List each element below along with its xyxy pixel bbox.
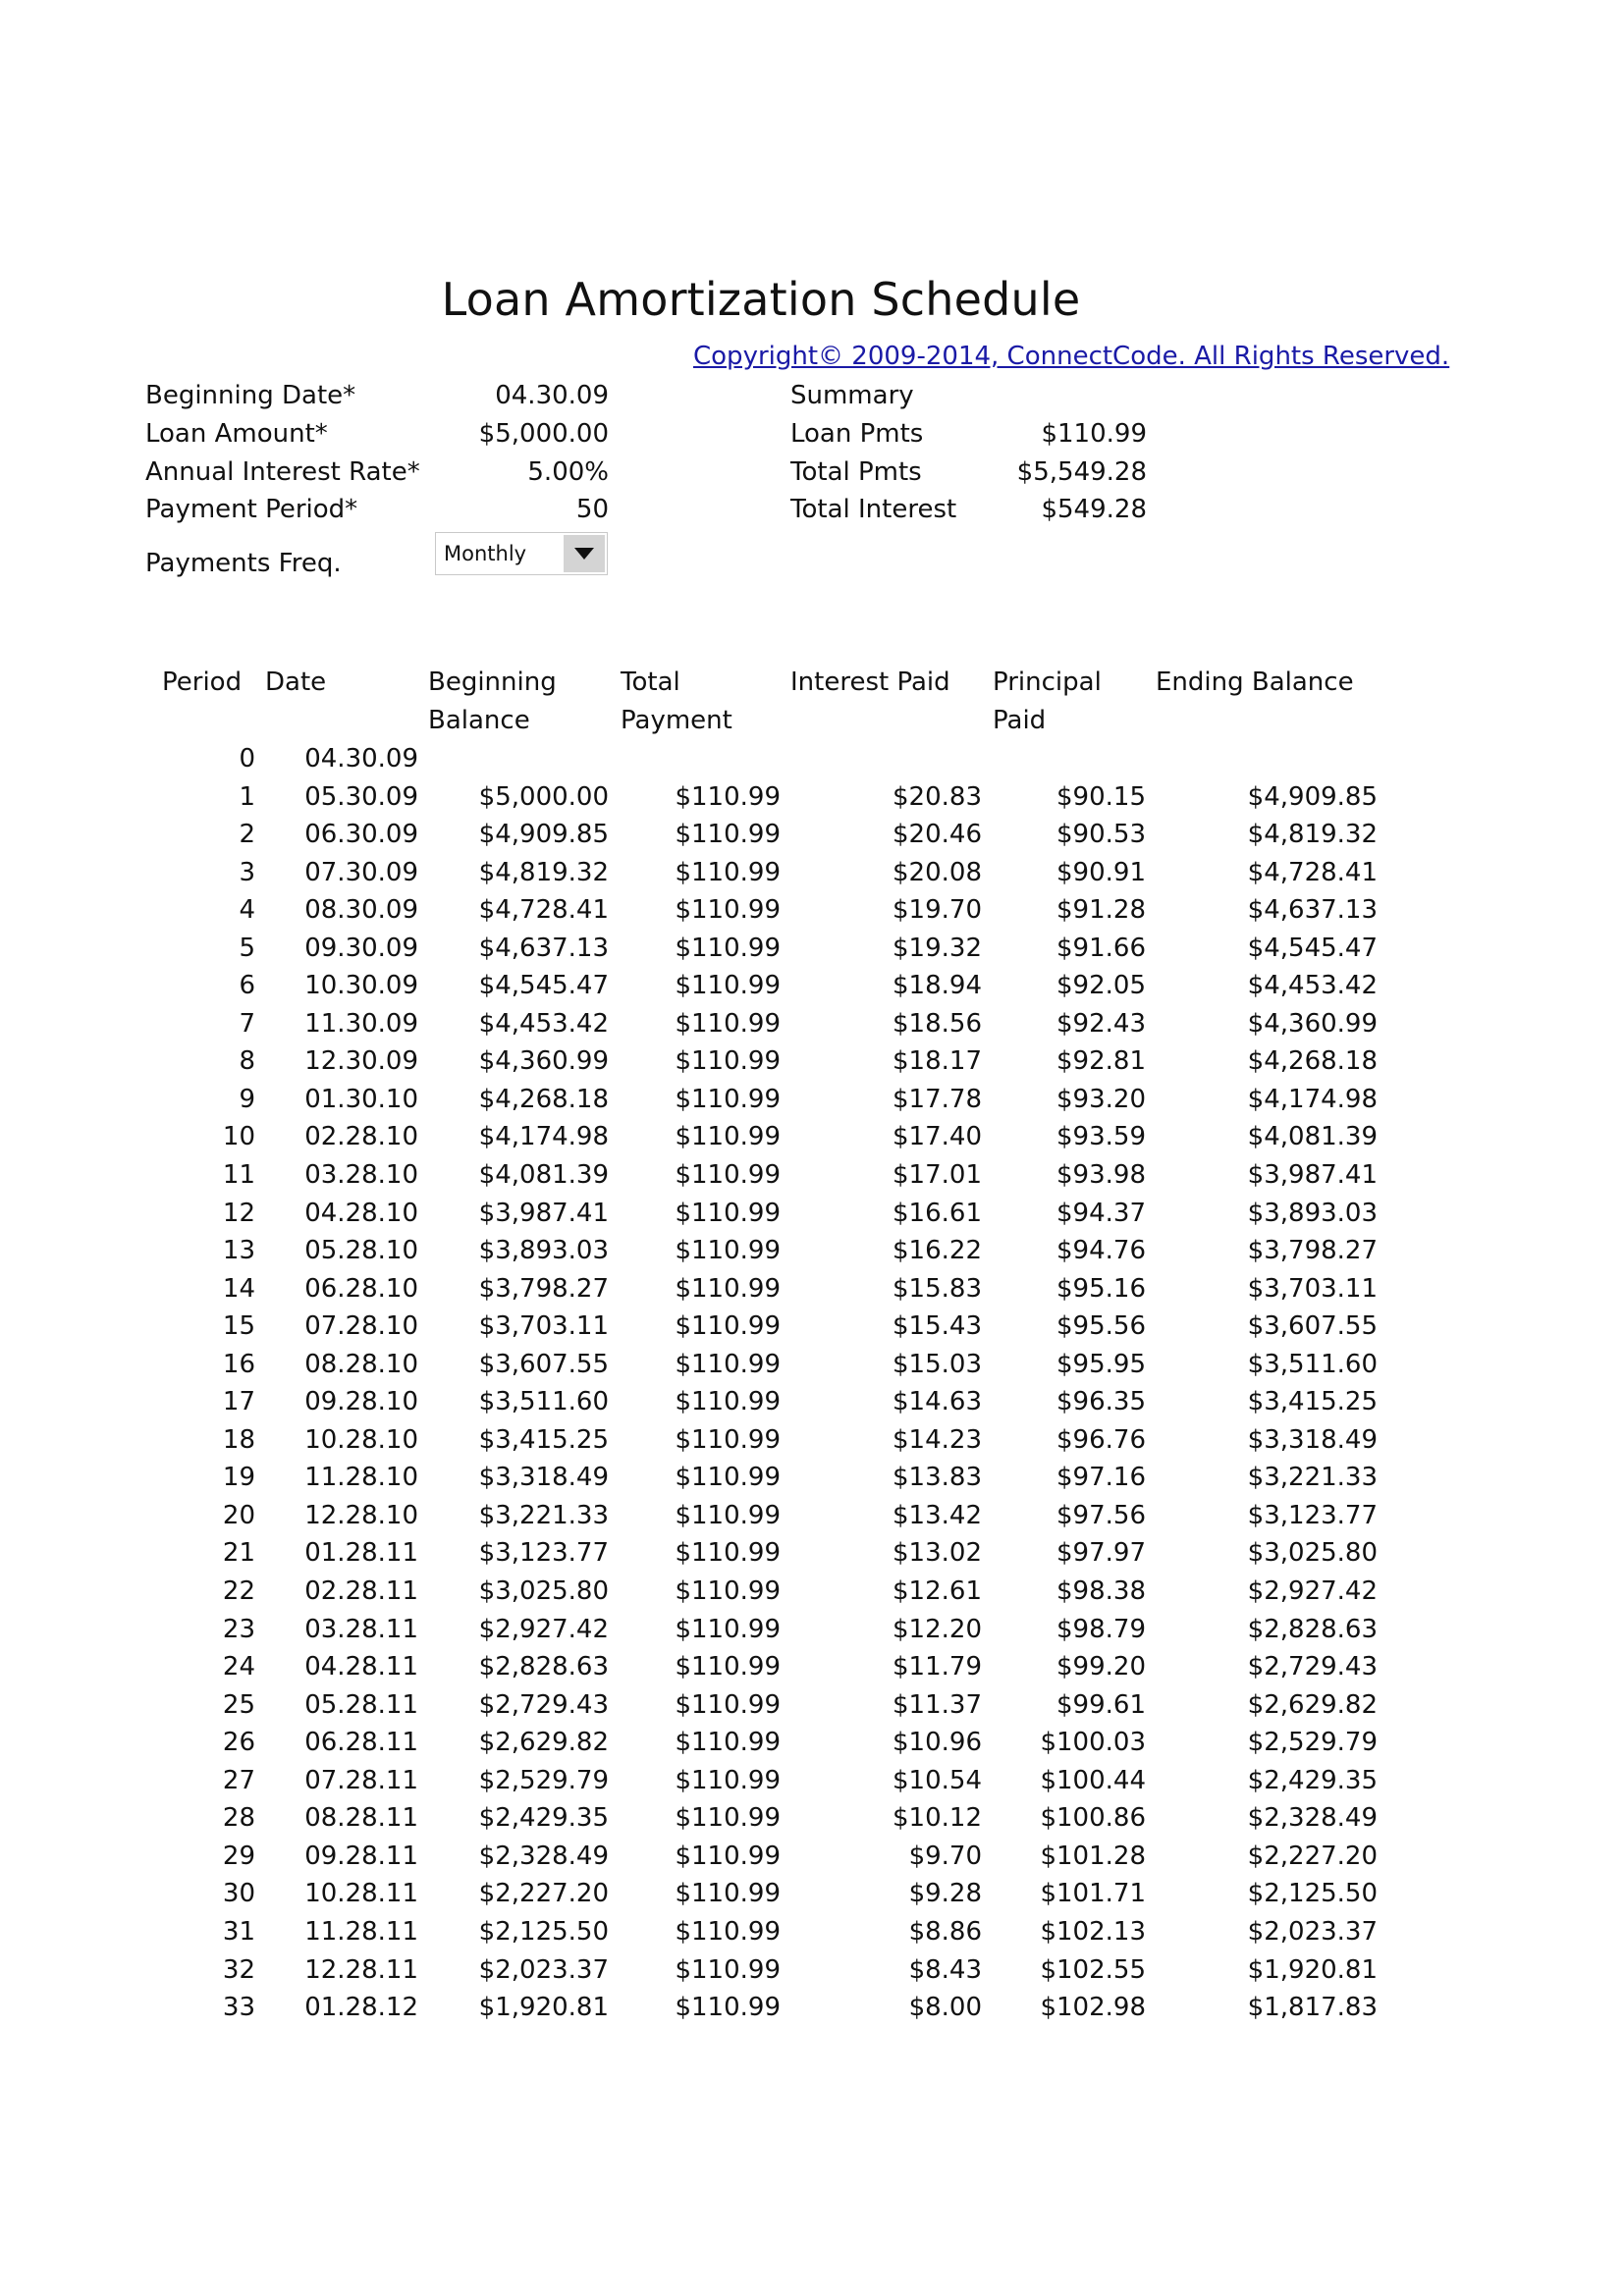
total-payment-cell: $110.99 xyxy=(675,1046,781,1077)
header-principal-paid-1: Principal xyxy=(993,667,1102,697)
principal-paid-cell: $90.15 xyxy=(1056,781,1146,812)
period-cell: 20 xyxy=(222,1500,255,1530)
interest-paid-cell: $13.02 xyxy=(893,1538,982,1569)
principal-paid-cell: $102.13 xyxy=(1040,1916,1146,1947)
beginning-balance-cell: $2,927.42 xyxy=(478,1614,609,1644)
interest-paid-cell: $9.70 xyxy=(908,1841,982,1871)
beginning-balance-cell: $4,819.32 xyxy=(478,857,609,887)
interest-paid-cell: $11.37 xyxy=(893,1689,982,1720)
date-cell: 05.30.09 xyxy=(304,781,418,812)
interest-paid-cell: $15.43 xyxy=(893,1311,982,1342)
principal-paid-cell: $95.95 xyxy=(1056,1349,1146,1379)
ending-balance-cell: $3,703.11 xyxy=(1247,1273,1378,1304)
loan-pmts-value: $110.99 xyxy=(1041,419,1147,449)
beginning-balance-cell: $4,453.42 xyxy=(478,1008,609,1039)
table-row xyxy=(0,816,1624,854)
date-cell: 11.30.09 xyxy=(304,1008,418,1039)
total-payment-cell: $110.99 xyxy=(675,1424,781,1455)
date-cell: 09.30.09 xyxy=(304,933,418,963)
period-cell: 30 xyxy=(222,1879,255,1909)
summary-heading: Summary xyxy=(790,381,914,410)
ending-balance-cell: $3,987.41 xyxy=(1247,1160,1378,1191)
interest-paid-cell: $10.54 xyxy=(893,1765,982,1795)
beginning-balance-cell: $4,909.85 xyxy=(478,820,609,850)
total-pmts-label: Total Pmts xyxy=(790,457,922,487)
payments-freq-dropdown[interactable] xyxy=(435,532,608,575)
ending-balance-cell: $2,529.79 xyxy=(1247,1728,1378,1758)
table-row xyxy=(0,1648,1624,1686)
table-row xyxy=(0,1913,1624,1951)
ending-balance-cell: $3,318.49 xyxy=(1247,1424,1378,1455)
table-row xyxy=(0,1270,1624,1308)
header-ending-balance: Ending Balance xyxy=(1156,667,1354,697)
ending-balance-cell: $2,328.49 xyxy=(1247,1803,1378,1834)
date-cell: 12.28.10 xyxy=(304,1500,418,1530)
period-cell: 10 xyxy=(222,1122,255,1152)
ending-balance-cell: $4,819.32 xyxy=(1247,820,1378,850)
total-payment-cell: $110.99 xyxy=(675,1311,781,1342)
principal-paid-cell: $94.76 xyxy=(1056,1236,1146,1266)
total-payment-cell: $110.99 xyxy=(675,820,781,850)
total-payment-cell: $110.99 xyxy=(675,895,781,926)
table-row xyxy=(0,740,1624,778)
date-cell: 10.28.10 xyxy=(304,1424,418,1455)
interest-paid-cell: $14.63 xyxy=(893,1387,982,1417)
beginning-balance-cell: $2,529.79 xyxy=(478,1765,609,1795)
header-beginning-balance-2: Balance xyxy=(428,706,530,735)
ending-balance-cell: $1,817.83 xyxy=(1247,1993,1378,2023)
beginning-balance-cell: $2,729.43 xyxy=(478,1689,609,1720)
interest-paid-cell: $20.08 xyxy=(893,857,982,887)
loan-pmts-label: Loan Pmts xyxy=(790,419,924,449)
interest-paid-cell: $9.28 xyxy=(908,1879,982,1909)
period-cell: 9 xyxy=(239,1084,255,1114)
date-cell: 12.30.09 xyxy=(304,1046,418,1077)
beginning-balance-cell: $5,000.00 xyxy=(478,781,609,812)
beginning-balance-cell: $3,703.11 xyxy=(478,1311,609,1342)
ending-balance-cell: $3,025.80 xyxy=(1247,1538,1378,1569)
principal-paid-cell: $100.44 xyxy=(1040,1765,1146,1795)
ending-balance-cell: $4,728.41 xyxy=(1247,857,1378,887)
date-cell: 07.28.10 xyxy=(304,1311,418,1342)
principal-paid-cell: $99.61 xyxy=(1056,1689,1146,1720)
period-cell: 28 xyxy=(222,1803,255,1834)
date-cell: 10.30.09 xyxy=(304,971,418,1001)
date-cell: 05.28.11 xyxy=(304,1689,418,1720)
interest-paid-cell: $12.61 xyxy=(893,1576,982,1607)
ending-balance-cell: $2,927.42 xyxy=(1247,1576,1378,1607)
ending-balance-cell: $4,909.85 xyxy=(1247,781,1378,812)
total-payment-cell: $110.99 xyxy=(675,1576,781,1607)
period-cell: 24 xyxy=(222,1652,255,1682)
beginning-balance-cell: $3,798.27 xyxy=(478,1273,609,1304)
total-payment-cell: $110.99 xyxy=(675,1803,781,1834)
interest-rate-label: Annual Interest Rate* xyxy=(145,457,420,487)
beginning-balance-cell: $3,987.41 xyxy=(478,1198,609,1228)
total-payment-cell: $110.99 xyxy=(675,1273,781,1304)
interest-paid-cell: $17.01 xyxy=(893,1160,982,1191)
amortization-table xyxy=(0,740,1624,2027)
principal-paid-cell: $90.53 xyxy=(1056,820,1146,850)
beginning-date-label: Beginning Date* xyxy=(145,381,356,410)
beginning-balance-cell: $3,415.25 xyxy=(478,1424,609,1455)
period-cell: 11 xyxy=(222,1160,255,1191)
interest-paid-cell: $14.23 xyxy=(893,1424,982,1455)
principal-paid-cell: $102.98 xyxy=(1040,1993,1146,2023)
total-payment-cell: $110.99 xyxy=(675,1198,781,1228)
total-payment-cell: $110.99 xyxy=(675,1160,781,1191)
period-cell: 14 xyxy=(222,1273,255,1304)
ending-balance-cell: $4,174.98 xyxy=(1247,1084,1378,1114)
period-cell: 13 xyxy=(222,1236,255,1266)
date-cell: 03.28.10 xyxy=(304,1160,418,1191)
loan-amount-field[interactable]: $5,000.00 xyxy=(478,419,609,449)
beginning-balance-cell: $2,023.37 xyxy=(478,1954,609,1985)
total-payment-cell: $110.99 xyxy=(675,971,781,1001)
interest-paid-cell: $17.40 xyxy=(893,1122,982,1152)
interest-paid-cell: $18.17 xyxy=(893,1046,982,1077)
interest-paid-cell: $20.83 xyxy=(893,781,982,812)
total-payment-cell: $110.99 xyxy=(675,1387,781,1417)
page-title: Loan Amortization Schedule xyxy=(441,273,1081,326)
principal-paid-cell: $95.56 xyxy=(1056,1311,1146,1342)
date-cell: 07.30.09 xyxy=(304,857,418,887)
date-cell: 08.28.11 xyxy=(304,1803,418,1834)
ending-balance-cell: $2,125.50 xyxy=(1247,1879,1378,1909)
period-cell: 4 xyxy=(239,895,255,926)
total-payment-cell: $110.99 xyxy=(675,1689,781,1720)
beginning-balance-cell: $4,081.39 xyxy=(478,1160,609,1191)
header-period: Period xyxy=(162,667,243,697)
interest-paid-cell: $19.32 xyxy=(893,933,982,963)
table-row xyxy=(0,1421,1624,1460)
interest-paid-cell: $15.83 xyxy=(893,1273,982,1304)
period-cell: 7 xyxy=(239,1008,255,1039)
date-cell: 06.30.09 xyxy=(304,820,418,850)
beginning-balance-cell: $4,545.47 xyxy=(478,971,609,1001)
period-cell: 21 xyxy=(222,1538,255,1569)
ending-balance-cell: $2,629.82 xyxy=(1247,1689,1378,1720)
interest-paid-cell: $11.79 xyxy=(893,1652,982,1682)
principal-paid-cell: $90.91 xyxy=(1056,857,1146,887)
principal-paid-cell: $93.20 xyxy=(1056,1084,1146,1114)
beginning-balance-cell: $2,429.35 xyxy=(478,1803,609,1834)
interest-paid-cell: $20.46 xyxy=(893,820,982,850)
principal-paid-cell: $93.98 xyxy=(1056,1160,1146,1191)
principal-paid-cell: $91.66 xyxy=(1056,933,1146,963)
date-cell: 05.28.10 xyxy=(304,1236,418,1266)
total-payment-cell: $110.99 xyxy=(675,1538,781,1569)
principal-paid-cell: $96.35 xyxy=(1056,1387,1146,1417)
beginning-balance-cell: $3,123.77 xyxy=(478,1538,609,1569)
interest-paid-cell: $10.12 xyxy=(893,1803,982,1834)
ending-balance-cell: $3,415.25 xyxy=(1247,1387,1378,1417)
interest-paid-cell: $13.83 xyxy=(893,1463,982,1493)
total-payment-cell: $110.99 xyxy=(675,1008,781,1039)
date-cell: 04.28.11 xyxy=(304,1652,418,1682)
header-beginning-balance-1: Beginning xyxy=(428,667,557,697)
total-payment-cell: $110.99 xyxy=(675,1500,781,1530)
total-payment-cell: $110.99 xyxy=(675,1463,781,1493)
beginning-balance-cell: $2,629.82 xyxy=(478,1728,609,1758)
table-row xyxy=(0,1497,1624,1535)
total-payment-cell: $110.99 xyxy=(675,1236,781,1266)
period-cell: 2 xyxy=(239,820,255,850)
period-cell: 12 xyxy=(222,1198,255,1228)
date-cell: 01.30.10 xyxy=(304,1084,418,1114)
date-cell: 04.30.09 xyxy=(304,744,418,774)
table-row xyxy=(0,1156,1624,1195)
table-row xyxy=(0,1232,1624,1270)
total-payment-cell: $110.99 xyxy=(675,1122,781,1152)
beginning-balance-cell: $3,893.03 xyxy=(478,1236,609,1266)
total-pmts-value: $5,549.28 xyxy=(1016,457,1147,487)
table-row xyxy=(0,1724,1624,1762)
date-cell: 02.28.10 xyxy=(304,1122,418,1152)
period-cell: 5 xyxy=(239,933,255,963)
table-row xyxy=(0,1951,1624,1990)
table-row xyxy=(0,1573,1624,1611)
principal-paid-cell: $95.16 xyxy=(1056,1273,1146,1304)
ending-balance-cell: $2,227.20 xyxy=(1247,1841,1378,1871)
beginning-balance-cell: $4,360.99 xyxy=(478,1046,609,1077)
total-payment-cell: $110.99 xyxy=(675,857,781,887)
header-interest-paid: Interest Paid xyxy=(790,667,950,697)
period-cell: 19 xyxy=(222,1463,255,1493)
header-principal-paid-2: Paid xyxy=(993,706,1047,735)
principal-paid-cell: $99.20 xyxy=(1056,1652,1146,1682)
table-row xyxy=(0,1005,1624,1043)
table-row xyxy=(0,1081,1624,1119)
date-cell: 10.28.11 xyxy=(304,1879,418,1909)
ending-balance-cell: $4,268.18 xyxy=(1247,1046,1378,1077)
beginning-balance-cell: $2,227.20 xyxy=(478,1879,609,1909)
period-cell: 32 xyxy=(222,1954,255,1985)
beginning-balance-cell: $3,607.55 xyxy=(478,1349,609,1379)
date-cell: 11.28.11 xyxy=(304,1916,418,1947)
period-cell: 0 xyxy=(239,744,255,774)
table-row xyxy=(0,1611,1624,1649)
total-payment-cell: $110.99 xyxy=(675,1993,781,2023)
interest-paid-cell: $18.94 xyxy=(893,971,982,1001)
ending-balance-cell: $2,429.35 xyxy=(1247,1765,1378,1795)
table-row xyxy=(0,1838,1624,1876)
table-row xyxy=(0,967,1624,1005)
table-row xyxy=(0,854,1624,892)
table-row xyxy=(0,1042,1624,1081)
ending-balance-cell: $3,123.77 xyxy=(1247,1500,1378,1530)
ending-balance-cell: $4,453.42 xyxy=(1247,971,1378,1001)
interest-paid-cell: $19.70 xyxy=(893,895,982,926)
period-cell: 1 xyxy=(239,781,255,812)
table-row xyxy=(0,1383,1624,1421)
beginning-balance-cell: $4,728.41 xyxy=(478,895,609,926)
principal-paid-cell: $92.81 xyxy=(1056,1046,1146,1077)
interest-paid-cell: $10.96 xyxy=(893,1728,982,1758)
date-cell: 01.28.11 xyxy=(304,1538,418,1569)
total-payment-cell: $110.99 xyxy=(675,1765,781,1795)
table-row xyxy=(0,930,1624,968)
total-payment-cell: $110.99 xyxy=(675,1954,781,1985)
period-cell: 22 xyxy=(222,1576,255,1607)
principal-paid-cell: $93.59 xyxy=(1056,1122,1146,1152)
date-cell: 06.28.10 xyxy=(304,1273,418,1304)
total-payment-cell: $110.99 xyxy=(675,781,781,812)
loan-amount-label: Loan Amount* xyxy=(145,419,328,449)
table-row xyxy=(0,1195,1624,1233)
payment-period-field[interactable]: 50 xyxy=(575,495,609,524)
total-payment-cell: $110.99 xyxy=(675,1084,781,1114)
interest-paid-cell: $8.00 xyxy=(908,1993,982,2023)
ending-balance-cell: $4,545.47 xyxy=(1247,933,1378,963)
ending-balance-cell: $3,893.03 xyxy=(1247,1198,1378,1228)
date-cell: 08.28.10 xyxy=(304,1349,418,1379)
period-cell: 23 xyxy=(222,1614,255,1644)
beginning-balance-cell: $2,125.50 xyxy=(478,1916,609,1947)
period-cell: 29 xyxy=(222,1841,255,1871)
principal-paid-cell: $92.43 xyxy=(1056,1008,1146,1039)
table-row xyxy=(0,1118,1624,1156)
date-cell: 01.28.12 xyxy=(304,1993,418,2023)
interest-rate-field[interactable]: 5.00% xyxy=(527,457,609,487)
beginning-balance-cell: $3,318.49 xyxy=(478,1463,609,1493)
period-cell: 18 xyxy=(222,1424,255,1455)
table-row xyxy=(0,891,1624,930)
ending-balance-cell: $3,221.33 xyxy=(1247,1463,1378,1493)
header-total-payment-1: Total xyxy=(621,667,680,697)
ending-balance-cell: $4,637.13 xyxy=(1247,895,1378,926)
table-row xyxy=(0,1459,1624,1497)
ending-balance-cell: $1,920.81 xyxy=(1247,1954,1378,1985)
interest-paid-cell: $17.78 xyxy=(893,1084,982,1114)
payments-freq-label: Payments Freq. xyxy=(145,549,342,578)
date-cell: 04.28.10 xyxy=(304,1198,418,1228)
period-cell: 26 xyxy=(222,1728,255,1758)
principal-paid-cell: $97.16 xyxy=(1056,1463,1146,1493)
principal-paid-cell: $91.28 xyxy=(1056,895,1146,926)
beginning-balance-cell: $4,268.18 xyxy=(478,1084,609,1114)
period-cell: 3 xyxy=(239,857,255,887)
total-interest-label: Total Interest xyxy=(790,495,957,524)
principal-paid-cell: $94.37 xyxy=(1056,1198,1146,1228)
period-cell: 17 xyxy=(222,1387,255,1417)
date-cell: 11.28.10 xyxy=(304,1463,418,1493)
period-cell: 6 xyxy=(239,971,255,1001)
table-row xyxy=(0,1686,1624,1725)
total-payment-cell: $110.99 xyxy=(675,1728,781,1758)
interest-paid-cell: $8.43 xyxy=(908,1954,982,1985)
beginning-balance-cell: $4,637.13 xyxy=(478,933,609,963)
table-row xyxy=(0,1534,1624,1573)
principal-paid-cell: $98.79 xyxy=(1056,1614,1146,1644)
interest-paid-cell: $13.42 xyxy=(893,1500,982,1530)
ending-balance-cell: $4,081.39 xyxy=(1247,1122,1378,1152)
beginning-balance-cell: $3,221.33 xyxy=(478,1500,609,1530)
date-cell: 12.28.11 xyxy=(304,1954,418,1985)
principal-paid-cell: $96.76 xyxy=(1056,1424,1146,1455)
total-interest-value: $549.28 xyxy=(1041,495,1147,524)
interest-paid-cell: $8.86 xyxy=(908,1916,982,1947)
period-cell: 33 xyxy=(222,1993,255,2023)
interest-paid-cell: $15.03 xyxy=(893,1349,982,1379)
table-row xyxy=(0,1989,1624,2027)
table-row xyxy=(0,778,1624,817)
table-row xyxy=(0,1346,1624,1384)
beginning-balance-cell: $3,511.60 xyxy=(478,1387,609,1417)
beginning-balance-cell: $2,328.49 xyxy=(478,1841,609,1871)
principal-paid-cell: $101.28 xyxy=(1040,1841,1146,1871)
principal-paid-cell: $100.86 xyxy=(1040,1803,1146,1834)
period-cell: 16 xyxy=(222,1349,255,1379)
beginning-balance-cell: $4,174.98 xyxy=(478,1122,609,1152)
ending-balance-cell: $3,798.27 xyxy=(1247,1236,1378,1266)
interest-paid-cell: $16.22 xyxy=(893,1236,982,1266)
date-cell: 09.28.10 xyxy=(304,1387,418,1417)
period-cell: 25 xyxy=(222,1689,255,1720)
ending-balance-cell: $3,607.55 xyxy=(1247,1311,1378,1342)
period-cell: 8 xyxy=(239,1046,255,1077)
principal-paid-cell: $101.71 xyxy=(1040,1879,1146,1909)
beginning-balance-cell: $2,828.63 xyxy=(478,1652,609,1682)
table-row xyxy=(0,1308,1624,1346)
principal-paid-cell: $92.05 xyxy=(1056,971,1146,1001)
chevron-down-icon[interactable] xyxy=(564,535,605,572)
ending-balance-cell: $4,360.99 xyxy=(1247,1008,1378,1039)
interest-paid-cell: $16.61 xyxy=(893,1198,982,1228)
copyright-link[interactable]: Copyright© 2009-2014, ConnectCode. All Rights Reserved. xyxy=(693,342,1450,371)
ending-balance-cell: $2,828.63 xyxy=(1247,1614,1378,1644)
principal-paid-cell: $102.55 xyxy=(1040,1954,1146,1985)
period-cell: 27 xyxy=(222,1765,255,1795)
total-payment-cell: $110.99 xyxy=(675,1614,781,1644)
date-cell: 08.30.09 xyxy=(304,895,418,926)
payments-freq-value: Monthly xyxy=(444,542,527,565)
date-cell: 07.28.11 xyxy=(304,1765,418,1795)
table-row xyxy=(0,1799,1624,1838)
principal-paid-cell: $98.38 xyxy=(1056,1576,1146,1607)
total-payment-cell: $110.99 xyxy=(675,1349,781,1379)
ending-balance-cell: $2,729.43 xyxy=(1247,1652,1378,1682)
ending-balance-cell: $2,023.37 xyxy=(1247,1916,1378,1947)
total-payment-cell: $110.99 xyxy=(675,1916,781,1947)
ending-balance-cell: $3,511.60 xyxy=(1247,1349,1378,1379)
interest-paid-cell: $12.20 xyxy=(893,1614,982,1644)
beginning-balance-cell: $3,025.80 xyxy=(478,1576,609,1607)
total-payment-cell: $110.99 xyxy=(675,1879,781,1909)
date-cell: 03.28.11 xyxy=(304,1614,418,1644)
interest-paid-cell: $18.56 xyxy=(893,1008,982,1039)
date-cell: 02.28.11 xyxy=(304,1576,418,1607)
header-total-payment-2: Payment xyxy=(621,706,732,735)
beginning-date-field[interactable]: 04.30.09 xyxy=(495,381,609,410)
principal-paid-cell: $97.56 xyxy=(1056,1500,1146,1530)
header-date: Date xyxy=(265,667,327,697)
beginning-balance-cell: $1,920.81 xyxy=(478,1993,609,2023)
period-cell: 31 xyxy=(222,1916,255,1947)
total-payment-cell: $110.99 xyxy=(675,1652,781,1682)
total-payment-cell: $110.99 xyxy=(675,1841,781,1871)
date-cell: 06.28.11 xyxy=(304,1728,418,1758)
principal-paid-cell: $100.03 xyxy=(1040,1728,1146,1758)
payment-period-label: Payment Period* xyxy=(145,495,358,524)
total-payment-cell: $110.99 xyxy=(675,933,781,963)
principal-paid-cell: $97.97 xyxy=(1056,1538,1146,1569)
table-row xyxy=(0,1762,1624,1800)
table-row xyxy=(0,1875,1624,1913)
period-cell: 15 xyxy=(222,1311,255,1342)
date-cell: 09.28.11 xyxy=(304,1841,418,1871)
